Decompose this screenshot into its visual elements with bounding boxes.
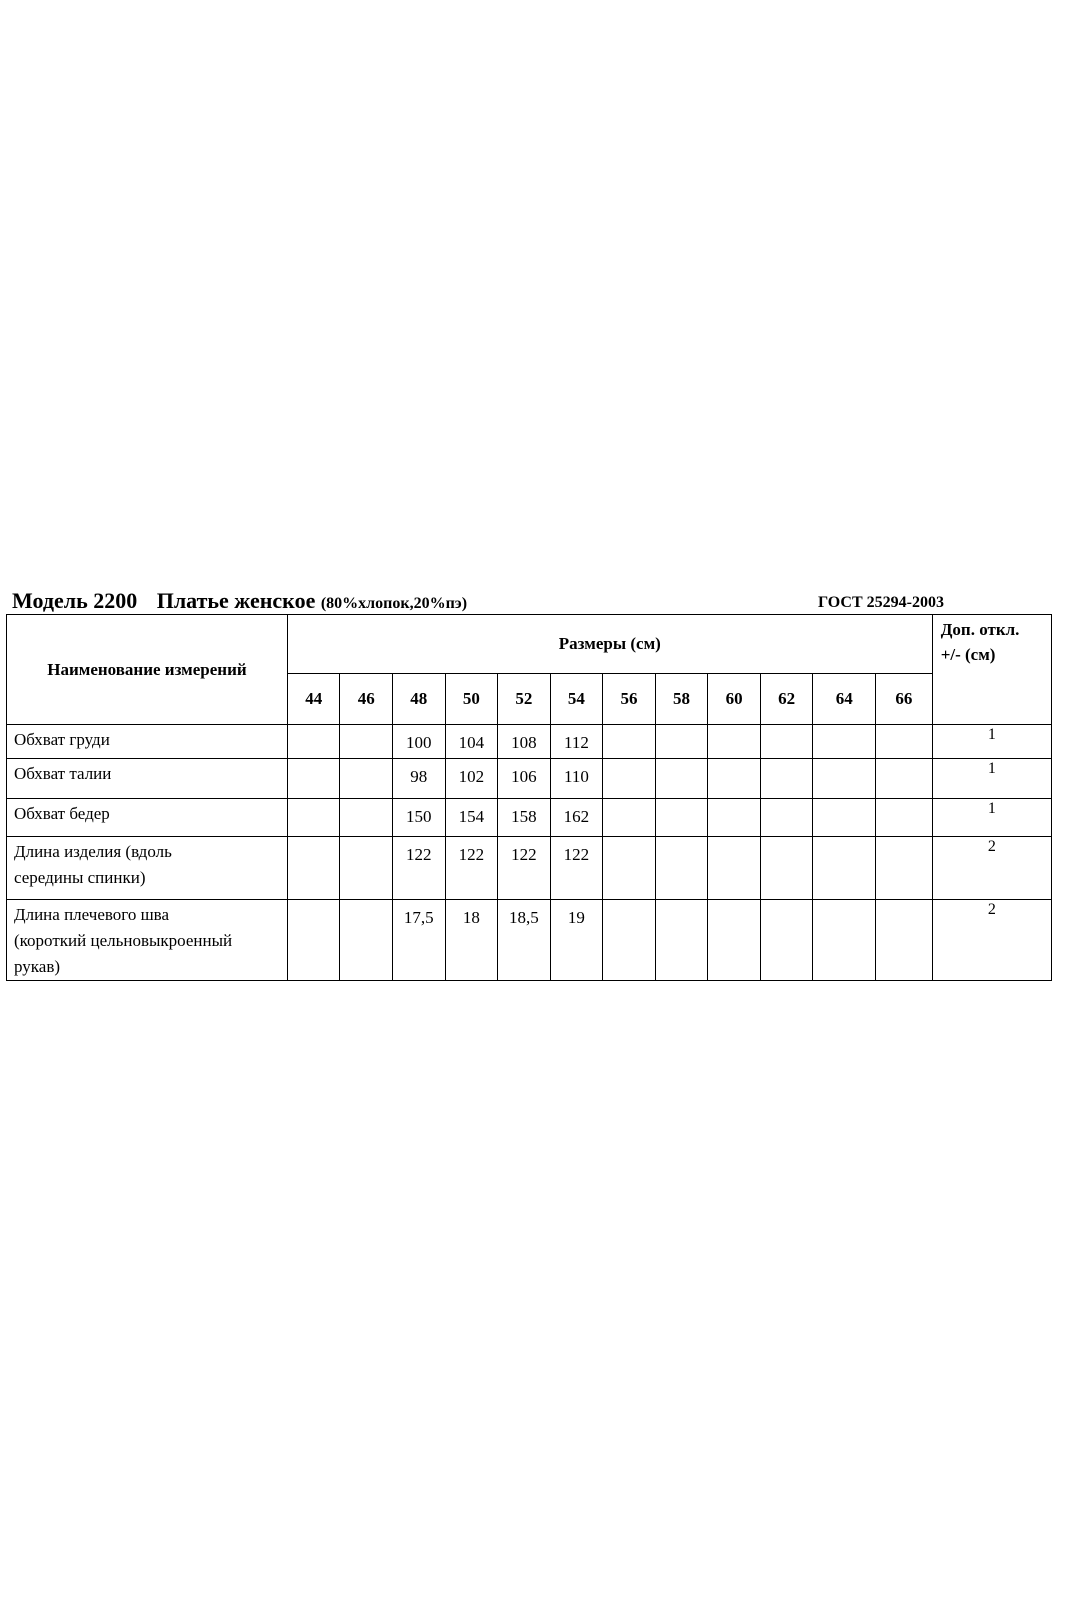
measurement-value	[708, 725, 761, 759]
measurement-value	[655, 799, 708, 837]
measurement-value: 18,5	[498, 900, 551, 981]
gost-standard: ГОСТ 25294-2003	[818, 594, 944, 611]
tolerance-value: 1	[932, 725, 1051, 759]
measurement-value	[813, 799, 876, 837]
measurement-value	[340, 799, 393, 837]
measurement-row	[7, 799, 1052, 837]
size-header-cell: 64	[813, 674, 876, 725]
measurement-value	[603, 799, 656, 837]
measurement-value	[340, 759, 393, 799]
model-number: Модель 2200	[12, 588, 138, 613]
measurement-value	[760, 837, 813, 900]
measurement-row	[7, 759, 1052, 799]
measurement-value: 122	[498, 837, 551, 900]
measurement-row	[7, 837, 1052, 900]
measurement-value: 98	[393, 759, 446, 799]
measurement-value	[760, 900, 813, 981]
measurement-value	[876, 799, 933, 837]
measurement-value	[340, 900, 393, 981]
measurement-value	[813, 725, 876, 759]
size-header-cell: 60	[708, 674, 761, 725]
measurement-value: 122	[445, 837, 498, 900]
measurement-value	[603, 725, 656, 759]
size-chart-document	[12, 588, 1062, 976]
measurement-value	[876, 725, 933, 759]
header-row-top	[7, 615, 1052, 674]
measurement-value: 17,5	[393, 900, 446, 981]
measurement-value: 19	[550, 900, 603, 981]
measurement-value	[876, 837, 933, 900]
sizes-header: Размеры (см)	[287, 615, 932, 674]
size-header-cell: 62	[760, 674, 813, 725]
measurement-value	[655, 837, 708, 900]
measurement-value: 112	[550, 725, 603, 759]
measurement-value	[655, 725, 708, 759]
measurement-value	[876, 759, 933, 799]
measurement-value: 158	[498, 799, 551, 837]
measurement-value	[287, 837, 340, 900]
tolerance-value: 1	[932, 759, 1051, 799]
measurement-value	[708, 799, 761, 837]
measurement-name-line: Обхват талии	[14, 764, 112, 783]
measurement-value: 104	[445, 725, 498, 759]
product-name: Платье женское	[156, 588, 316, 613]
measurement-name-line: Длина изделия (вдоль	[14, 842, 172, 861]
measurement-value	[813, 837, 876, 900]
measurement-value	[287, 759, 340, 799]
measurement-value: 100	[393, 725, 446, 759]
measurement-value	[760, 725, 813, 759]
size-header-cell: 66	[876, 674, 933, 725]
measurement-row	[7, 900, 1052, 981]
measurement-value: 122	[550, 837, 603, 900]
measurement-value	[287, 725, 340, 759]
tolerance-value: 2	[932, 837, 1051, 900]
measurement-name-line: Обхват груди	[14, 730, 110, 749]
measurement-value	[603, 837, 656, 900]
size-header-cell: 56	[603, 674, 656, 725]
measurement-value	[287, 900, 340, 981]
measurement-value: 106	[498, 759, 551, 799]
size-header-cell: 54	[550, 674, 603, 725]
size-header-cell: 52	[498, 674, 551, 725]
measurement-value: 122	[393, 837, 446, 900]
measurement-value	[340, 725, 393, 759]
measurement-name-header: Наименование измерений	[7, 615, 288, 725]
fabric-composition: (80%хлопок,20%пэ)	[320, 595, 468, 612]
title-line	[12, 588, 1062, 614]
tolerance-header-line1: Доп. откл.	[940, 620, 1020, 639]
measurement-value	[655, 759, 708, 799]
measurement-value: 162	[550, 799, 603, 837]
size-header-cell: 50	[445, 674, 498, 725]
measurement-name-line: Обхват бедер	[14, 804, 110, 823]
measurement-value	[760, 759, 813, 799]
measurement-name	[7, 759, 288, 799]
measurement-value	[708, 759, 761, 799]
measurement-name-line: середины спинки)	[14, 868, 146, 887]
tolerance-header-line2: +/- (см)	[940, 645, 996, 664]
measurement-value: 150	[393, 799, 446, 837]
tolerance-value: 2	[932, 900, 1051, 981]
size-header-cell: 46	[340, 674, 393, 725]
tolerance-value: 1	[932, 799, 1051, 837]
measurement-value	[340, 837, 393, 900]
measurement-name-line: (короткий цельновыкроенный	[14, 931, 233, 950]
document-title	[12, 588, 467, 617]
tolerance-header	[932, 615, 1051, 725]
measurement-name	[7, 837, 288, 900]
measurement-name	[7, 725, 288, 759]
measurement-value	[287, 799, 340, 837]
measurement-value: 102	[445, 759, 498, 799]
measurement-name	[7, 799, 288, 837]
size-header-cell: 44	[287, 674, 340, 725]
measurement-value	[708, 900, 761, 981]
measurement-value	[813, 759, 876, 799]
size-table	[6, 614, 1052, 981]
measurement-value	[876, 900, 933, 981]
measurement-rows	[7, 725, 1052, 981]
measurement-value	[813, 900, 876, 981]
measurement-value: 108	[498, 725, 551, 759]
measurement-value	[655, 900, 708, 981]
measurement-value: 110	[550, 759, 603, 799]
measurement-name	[7, 900, 288, 981]
measurement-value	[708, 837, 761, 900]
measurement-value	[603, 759, 656, 799]
measurement-value: 154	[445, 799, 498, 837]
measurement-row	[7, 725, 1052, 759]
size-header-cell: 48	[393, 674, 446, 725]
measurement-value	[760, 799, 813, 837]
measurement-name-line: рукав)	[14, 957, 61, 976]
measurement-value: 18	[445, 900, 498, 981]
measurement-name-line: Длина плечевого шва	[14, 905, 170, 924]
size-header-cell: 58	[655, 674, 708, 725]
measurement-value	[603, 900, 656, 981]
